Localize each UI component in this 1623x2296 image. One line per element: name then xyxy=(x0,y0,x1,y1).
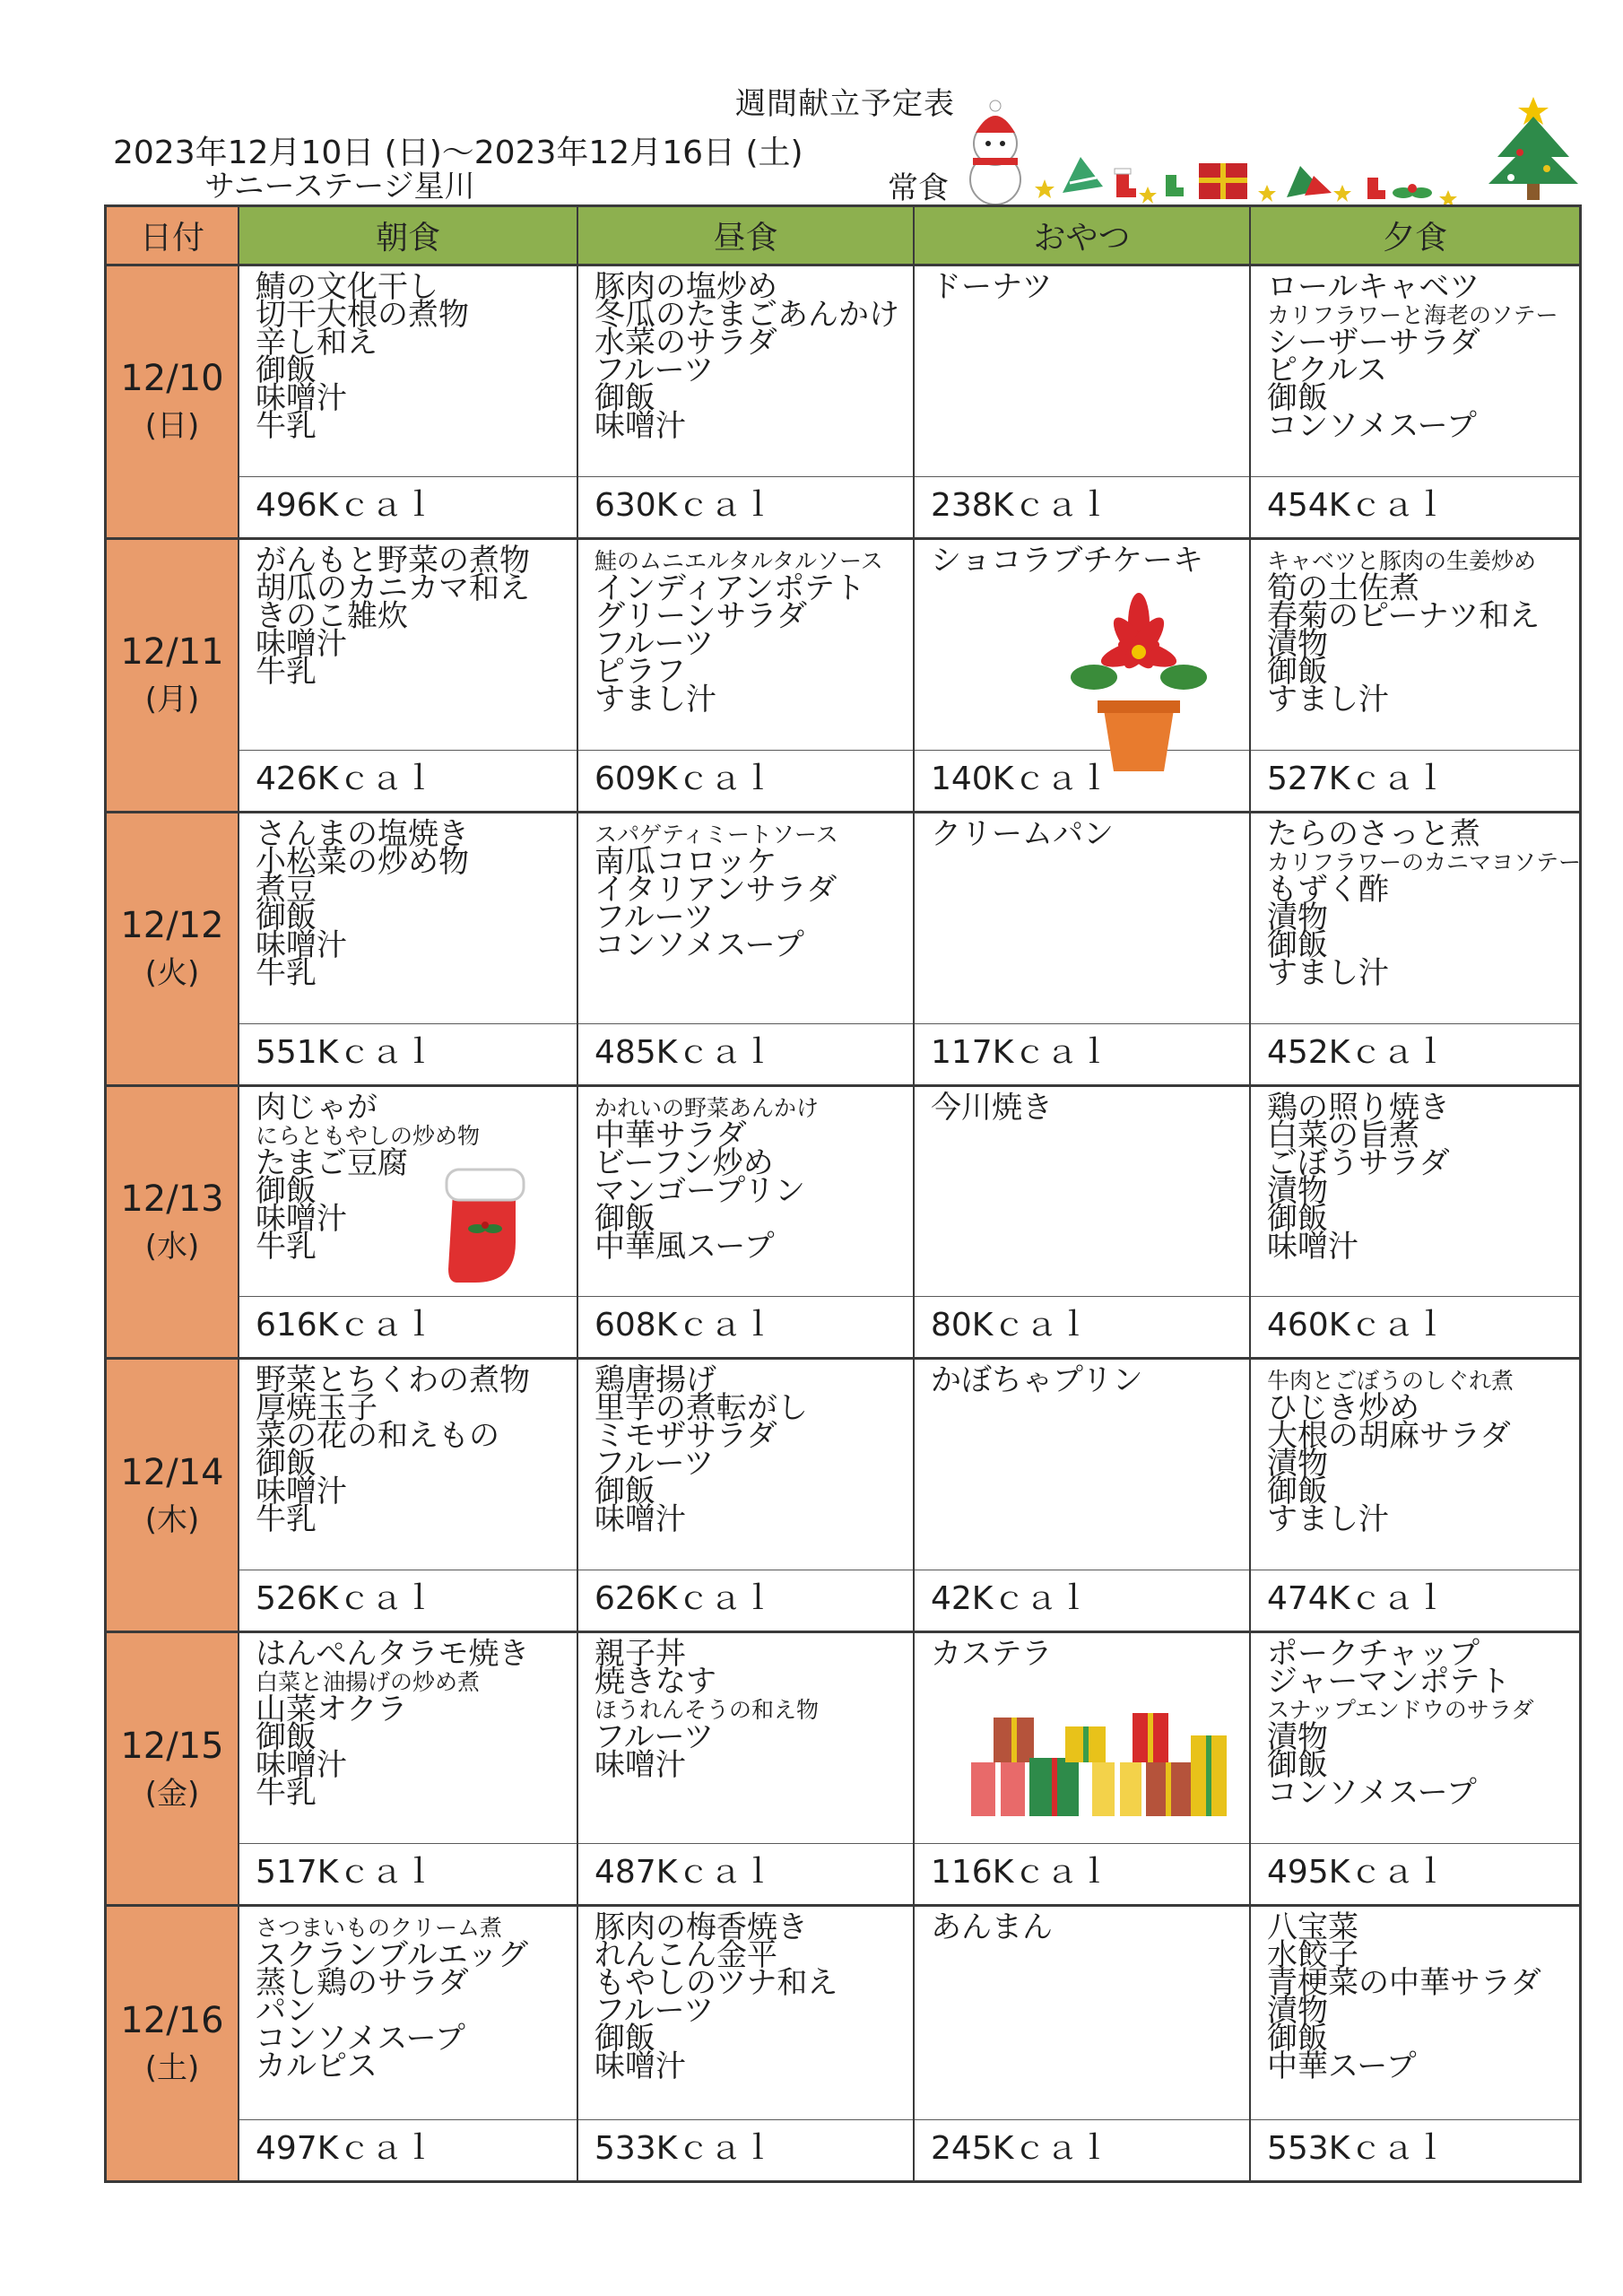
menu-item: あんまん xyxy=(931,1909,1053,1946)
menu-item: クリームパン xyxy=(931,815,1114,852)
menu-items xyxy=(931,269,1242,305)
calorie-value: 497Kｃａｌ xyxy=(239,2119,577,2180)
menu-item: すまし汁 xyxy=(595,681,716,718)
menu-item: カリフラワーと海老のソテー xyxy=(1267,302,1558,328)
menu-item: イタリアンサラダ xyxy=(595,871,838,908)
menu-item: フルーツ xyxy=(595,899,715,935)
menu-item: 白菜の旨煮 xyxy=(1267,1117,1419,1153)
day-row xyxy=(107,1907,1579,2180)
calorie-value: 42Kｃａｌ xyxy=(915,1570,1249,1631)
menu-item: フルーツ xyxy=(595,352,715,388)
menu-item: 厚焼玉子 xyxy=(256,1390,378,1427)
lunch-cell xyxy=(578,813,915,1084)
menu-item: 漬物 xyxy=(1267,1993,1328,2030)
menu-item: ジャーマンポテト xyxy=(1267,1664,1511,1700)
menu-item: 漬物 xyxy=(1267,1172,1328,1209)
day-row xyxy=(107,266,1579,540)
menu-item: 牛乳 xyxy=(256,1501,317,1538)
menu-item: 御飯 xyxy=(595,1200,655,1237)
dinner-cell xyxy=(1251,266,1579,537)
menu-item: コンソメスープ xyxy=(1267,408,1477,444)
menu-item: 御飯 xyxy=(256,352,317,388)
menu-item: 味噌汁 xyxy=(256,926,347,963)
menu-item: 御飯 xyxy=(595,1474,655,1510)
calorie-value: 452Kｃａｌ xyxy=(1251,1023,1579,1084)
menu-items xyxy=(595,1362,906,1538)
menu-item: スパゲティミートソース xyxy=(595,821,838,848)
menu-items xyxy=(595,269,906,444)
menu-item: 鶏唐揚げ xyxy=(595,1362,716,1399)
menu-item: 牛肉とごぼうのしぐれ煮 xyxy=(1267,1368,1515,1395)
breakfast-cell xyxy=(239,266,578,537)
menu-item: すまし汁 xyxy=(1267,681,1389,718)
menu-item: もやしのツナ和え xyxy=(595,1965,838,2002)
menu-item: 肉じゃが xyxy=(256,1089,378,1126)
menu-item: 中華サラダ xyxy=(595,1117,747,1153)
menu-item: 漬物 xyxy=(1267,899,1328,935)
menu-item: 菜の花の和えもの xyxy=(256,1418,499,1455)
menu-item: フルーツ xyxy=(595,1719,715,1756)
menu-item: 味噌汁 xyxy=(256,1474,347,1510)
menu-item: 小松菜の炒め物 xyxy=(256,843,469,880)
menu-item: れんこん金平 xyxy=(595,1937,777,1974)
snowman-icon xyxy=(970,100,1020,204)
breakfast-cell xyxy=(239,1360,578,1631)
menu-item: 水菜のサラダ xyxy=(595,325,777,361)
menu-item: がんもと野菜の煮物 xyxy=(256,542,530,578)
calorie-value: 630Kｃａｌ xyxy=(578,476,913,537)
menu-item: 味噌汁 xyxy=(595,408,686,444)
menu-item: さんまの塩焼き xyxy=(256,815,469,852)
menu-item: 御飯 xyxy=(1267,1747,1328,1784)
menu-item: 御飯 xyxy=(1267,1474,1328,1510)
menu-item: カリフラワーのカニマヨソテー xyxy=(1267,848,1582,875)
dinner-cell xyxy=(1251,540,1579,811)
column-header-snack: おやつ xyxy=(915,207,1251,266)
menu-items xyxy=(931,1089,1242,1126)
weekday-label: (金) xyxy=(144,1775,200,1812)
meal-type-label: 常食 xyxy=(888,170,949,206)
document-title: 週間献立予定表 xyxy=(735,86,955,122)
date-cell xyxy=(107,1360,239,1631)
menu-item: フルーツ xyxy=(595,1446,715,1483)
menu-item: ロールキャベツ xyxy=(1267,269,1480,305)
weekday-label: (木) xyxy=(144,1501,200,1538)
calorie-value: 238Kｃａｌ xyxy=(915,476,1249,537)
calorie-value: 474Kｃａｌ xyxy=(1251,1570,1579,1631)
menu-item: 冬瓜のたまごあんかけ xyxy=(595,297,899,333)
menu-item: 味噌汁 xyxy=(256,1200,347,1237)
holly-icon xyxy=(1393,184,1432,198)
menu-items xyxy=(931,1362,1242,1399)
calorie-value: 517Kｃａｌ xyxy=(239,1843,577,1904)
gift-icon xyxy=(1199,163,1247,199)
menu-item: 中華風スープ xyxy=(595,1228,775,1265)
weekday-label: (土) xyxy=(144,2050,200,2087)
calorie-value: 551Kｃａｌ xyxy=(239,1023,577,1084)
lunch-cell xyxy=(578,540,915,811)
menu-item: 鶏の照り焼き xyxy=(1267,1089,1450,1126)
menu-items xyxy=(931,815,1242,852)
menu-items xyxy=(1267,1636,1572,1812)
christmas-decoration-strip xyxy=(946,90,1592,206)
gift-boxes-icon xyxy=(967,1709,1236,1825)
menu-items xyxy=(256,1914,569,2085)
tree-icon xyxy=(1063,157,1103,193)
menu-items xyxy=(1267,1089,1572,1265)
calorie-value: 616Kｃａｌ xyxy=(239,1296,577,1357)
menu-items xyxy=(931,542,1242,578)
tree-icon xyxy=(1287,166,1332,197)
calorie-value: 526Kｃａｌ xyxy=(239,1570,577,1631)
menu-item: 春菊のピーナツ和え xyxy=(1267,597,1541,634)
calorie-value: 426Kｃａｌ xyxy=(239,750,577,811)
menu-item: キャベツと豚肉の生姜炒め xyxy=(1267,547,1537,574)
menu-item: インディアンポテト xyxy=(595,570,865,606)
menu-item: カルピス xyxy=(256,2048,378,2085)
weekday-label: (水) xyxy=(144,1228,200,1265)
menu-item: 鯖の文化干し xyxy=(256,269,438,305)
menu-item: ポークチャップ xyxy=(1267,1636,1480,1673)
menu-item: もずく酢 xyxy=(1267,871,1389,908)
dinner-cell xyxy=(1251,1087,1579,1358)
menu-item: 山菜オクラ xyxy=(256,1692,408,1728)
menu-item: 御飯 xyxy=(256,1446,317,1483)
menu-items xyxy=(256,542,569,690)
menu-item: 漬物 xyxy=(1267,625,1328,662)
menu-item: ほうれんそうの和え物 xyxy=(595,1697,820,1724)
menu-item: 味噌汁 xyxy=(595,2048,686,2085)
menu-item: フルーツ xyxy=(595,1993,715,2030)
snack-cell xyxy=(915,266,1251,537)
menu-item: 水餃子 xyxy=(1267,1937,1358,1974)
calorie-value: 485Kｃａｌ xyxy=(578,1023,913,1084)
menu-item: ミモザサラダ xyxy=(595,1418,777,1455)
menu-item: 大根の胡麻サラダ xyxy=(1267,1418,1511,1455)
menu-item: かぼちゃプリン xyxy=(931,1362,1143,1399)
star-icon xyxy=(1139,187,1157,204)
menu-item: 味噌汁 xyxy=(1267,1228,1358,1265)
menu-item: 味噌汁 xyxy=(595,1747,686,1784)
calorie-value: 533Kｃａｌ xyxy=(578,2119,913,2180)
date-range: 2023年12月10日 (日)～2023年12月16日 (土) xyxy=(113,135,803,171)
date-cell xyxy=(107,1907,239,2180)
weekday-label: (火) xyxy=(144,955,200,992)
breakfast-cell xyxy=(239,813,578,1084)
snack-cell xyxy=(915,813,1251,1084)
lunch-cell xyxy=(578,266,915,537)
menu-item: マンゴープリン xyxy=(595,1172,805,1209)
menu-item: にらともやしの炒め物 xyxy=(256,1122,481,1149)
column-header-lunch: 昼食 xyxy=(578,207,915,266)
menu-item: 御飯 xyxy=(256,1719,317,1756)
christmas-tree-icon xyxy=(1488,97,1578,200)
menu-item: コンソメスープ xyxy=(256,2021,465,2057)
date-cell xyxy=(107,1633,239,1904)
menu-item: 胡瓜のカニカマ和え xyxy=(256,570,530,606)
menu-item: 白菜と油揚げの炒め煮 xyxy=(256,1669,481,1696)
menu-item: 今川焼き xyxy=(931,1089,1053,1126)
menu-item: 牛乳 xyxy=(256,954,317,991)
menu-items xyxy=(1267,1367,1572,1538)
menu-item: 漬物 xyxy=(1267,1719,1328,1756)
day-row xyxy=(107,1360,1579,1633)
poinsettia-icon xyxy=(1067,587,1211,776)
date-cell xyxy=(107,813,239,1084)
menu-item: ピラフ xyxy=(595,653,686,690)
menu-items xyxy=(595,1094,906,1265)
calorie-value: 140Kｃａｌ xyxy=(915,750,1249,811)
column-header-dinner: 夕食 xyxy=(1251,207,1579,266)
menu-item: 煮豆 xyxy=(256,871,317,908)
calorie-value: 245Kｃａｌ xyxy=(915,2119,1249,2180)
menu-item: 焼きなす xyxy=(595,1664,716,1700)
menu-items xyxy=(595,1636,906,1784)
stocking-icon xyxy=(430,1157,547,1292)
date-label: 12/14 xyxy=(120,1451,224,1493)
menu-item: さつまいものクリーム煮 xyxy=(256,1915,503,1942)
column-header-breakfast: 朝食 xyxy=(239,207,578,266)
menu-item: すまし汁 xyxy=(1267,954,1389,991)
menu-item: ごぼうサラダ xyxy=(1267,1144,1450,1181)
menu-item: 豚肉の塩炒め xyxy=(595,269,777,305)
breakfast-cell xyxy=(239,540,578,811)
date-label: 12/11 xyxy=(120,631,224,674)
menu-item: 味噌汁 xyxy=(256,625,347,662)
star-icon xyxy=(1333,185,1351,202)
dinner-cell xyxy=(1251,1907,1579,2180)
menu-item: 蒸し鶏のサラダ xyxy=(256,1965,469,2002)
weekly-menu-table xyxy=(104,204,1582,2183)
menu-item: 御飯 xyxy=(595,380,655,416)
menu-item: スナップエンドウのサラダ xyxy=(1267,1697,1534,1724)
snack-cell xyxy=(915,1087,1251,1358)
menu-item: たまご豆腐 xyxy=(256,1144,408,1181)
calorie-value: 116Kｃａｌ xyxy=(915,1843,1249,1904)
calorie-value: 527Kｃａｌ xyxy=(1251,750,1579,811)
menu-item: 牛乳 xyxy=(256,1775,317,1812)
weekday-label: (月) xyxy=(144,682,200,718)
menu-item: コンソメスープ xyxy=(595,926,804,963)
calorie-value: 553Kｃａｌ xyxy=(1251,2119,1579,2180)
calorie-value: 495Kｃａｌ xyxy=(1251,1843,1579,1904)
menu-item: コンソメスープ xyxy=(1267,1775,1477,1812)
menu-item: パン xyxy=(256,1993,317,2030)
menu-items xyxy=(931,1636,1242,1673)
menu-item: 御飯 xyxy=(256,1172,317,1209)
menu-item: 牛乳 xyxy=(256,408,317,444)
facility-name: サニーステージ星川 xyxy=(204,169,475,204)
menu-item: 味噌汁 xyxy=(595,1501,686,1538)
menu-items xyxy=(595,1909,906,2085)
menu-item: 漬物 xyxy=(1267,1446,1328,1483)
column-header-date: 日付 xyxy=(107,207,239,266)
menu-item: スクランブルエッグ xyxy=(256,1937,528,1974)
calorie-value: 609Kｃａｌ xyxy=(578,750,913,811)
date-label: 12/13 xyxy=(120,1178,224,1220)
menu-item: 辛し和え xyxy=(256,325,378,361)
breakfast-cell xyxy=(239,1633,578,1904)
lunch-cell xyxy=(578,1360,915,1631)
date-cell xyxy=(107,1087,239,1358)
stocking-icon xyxy=(1367,178,1385,199)
date-label: 12/15 xyxy=(120,1725,224,1767)
lunch-cell xyxy=(578,1633,915,1904)
menu-items xyxy=(256,1636,569,1812)
menu-item: 牛乳 xyxy=(256,653,317,690)
day-row xyxy=(107,1087,1579,1361)
menu-item: 御飯 xyxy=(1267,1200,1328,1237)
menu-items xyxy=(595,547,906,718)
date-label: 12/10 xyxy=(120,358,224,400)
menu-item: ショコラブチケーキ xyxy=(931,542,1203,578)
menu-item: 野菜とちくわの煮物 xyxy=(256,1362,530,1399)
menu-item: シーザーサラダ xyxy=(1267,325,1480,361)
menu-item: 御飯 xyxy=(595,2021,655,2057)
menu-item: カステラ xyxy=(931,1636,1053,1673)
day-row xyxy=(107,813,1582,1087)
menu-items xyxy=(931,1909,1242,1946)
menu-items xyxy=(595,821,906,963)
menu-item: 切干大根の煮物 xyxy=(256,297,469,333)
calorie-value: 496Kｃａｌ xyxy=(239,476,577,537)
star-icon xyxy=(1035,179,1055,198)
menu-item: 味噌汁 xyxy=(256,1747,347,1784)
menu-item: 中華スープ xyxy=(1267,2048,1417,2085)
calorie-value: 460Kｃａｌ xyxy=(1251,1296,1579,1357)
lunch-cell xyxy=(578,1087,915,1358)
menu-item: 青梗菜の中華サラダ xyxy=(1267,1965,1541,2002)
snack-cell xyxy=(915,1360,1251,1631)
dinner-cell xyxy=(1251,1633,1579,1904)
stocking-icon xyxy=(1115,169,1136,197)
day-row xyxy=(107,540,1579,813)
calorie-value: 454Kｃａｌ xyxy=(1251,476,1579,537)
menu-item: 御飯 xyxy=(1267,380,1328,416)
date-cell xyxy=(107,540,239,811)
menu-item: たらのさっと煮 xyxy=(1267,815,1480,852)
calorie-value: 626Kｃａｌ xyxy=(578,1570,913,1631)
calorie-value: 608Kｃａｌ xyxy=(578,1296,913,1357)
dinner-cell xyxy=(1251,1360,1579,1631)
menu-item: 御飯 xyxy=(1267,653,1328,690)
menu-items xyxy=(1267,1909,1572,2085)
menu-item: 御飯 xyxy=(256,899,317,935)
weekday-label: (日) xyxy=(144,408,200,445)
menu-items xyxy=(256,1362,569,1538)
menu-item: 御飯 xyxy=(1267,2021,1328,2057)
dinner-cell xyxy=(1251,813,1582,1084)
menu-items xyxy=(1267,269,1572,444)
snack-cell xyxy=(915,1907,1251,2180)
menu-item: グリーンサラダ xyxy=(595,597,807,634)
menu-item: 八宝菜 xyxy=(1267,1909,1358,1946)
date-cell xyxy=(107,266,239,537)
menu-item: 牛乳 xyxy=(256,1228,317,1265)
menu-item: 里芋の煮転がし xyxy=(595,1390,808,1427)
menu-item: 親子丼 xyxy=(595,1636,686,1673)
menu-item: きのこ雑炊 xyxy=(256,597,408,634)
menu-item: かれいの野菜あんかけ xyxy=(595,1094,820,1121)
menu-item: ビーフン炒め xyxy=(595,1144,774,1181)
menu-item: 筍の土佐煮 xyxy=(1267,570,1419,606)
date-label: 12/16 xyxy=(120,2000,224,2042)
calorie-value: 117Kｃａｌ xyxy=(915,1023,1249,1084)
menu-items xyxy=(256,815,569,991)
menu-item: 豚肉の梅香焼き xyxy=(595,1909,808,1946)
star-icon xyxy=(1258,185,1276,202)
menu-item: ドーナツ xyxy=(931,269,1053,305)
date-label: 12/12 xyxy=(120,905,224,947)
menu-item: 味噌汁 xyxy=(256,380,347,416)
menu-items xyxy=(256,269,569,444)
stocking-icon xyxy=(1166,175,1184,196)
menu-item: すまし汁 xyxy=(1267,1501,1389,1538)
calorie-value: 487Kｃａｌ xyxy=(578,1843,913,1904)
menu-item: フルーツ xyxy=(595,625,715,662)
menu-item: 南瓜コロッケ xyxy=(595,843,777,880)
menu-items xyxy=(1267,547,1572,718)
lunch-cell xyxy=(578,1907,915,2180)
menu-item: ひじき炒め xyxy=(1267,1390,1419,1427)
menu-item: 御飯 xyxy=(1267,926,1328,963)
menu-item: 鮭のムニエルタルタルソース xyxy=(595,547,883,574)
menu-item: はんぺんタラモ焼き xyxy=(256,1636,530,1673)
day-row xyxy=(107,1633,1579,1907)
calorie-value: 80Kｃａｌ xyxy=(915,1296,1249,1357)
breakfast-cell xyxy=(239,1907,578,2180)
menu-items xyxy=(1267,815,1582,991)
menu-item: ピクルス xyxy=(1267,352,1387,388)
